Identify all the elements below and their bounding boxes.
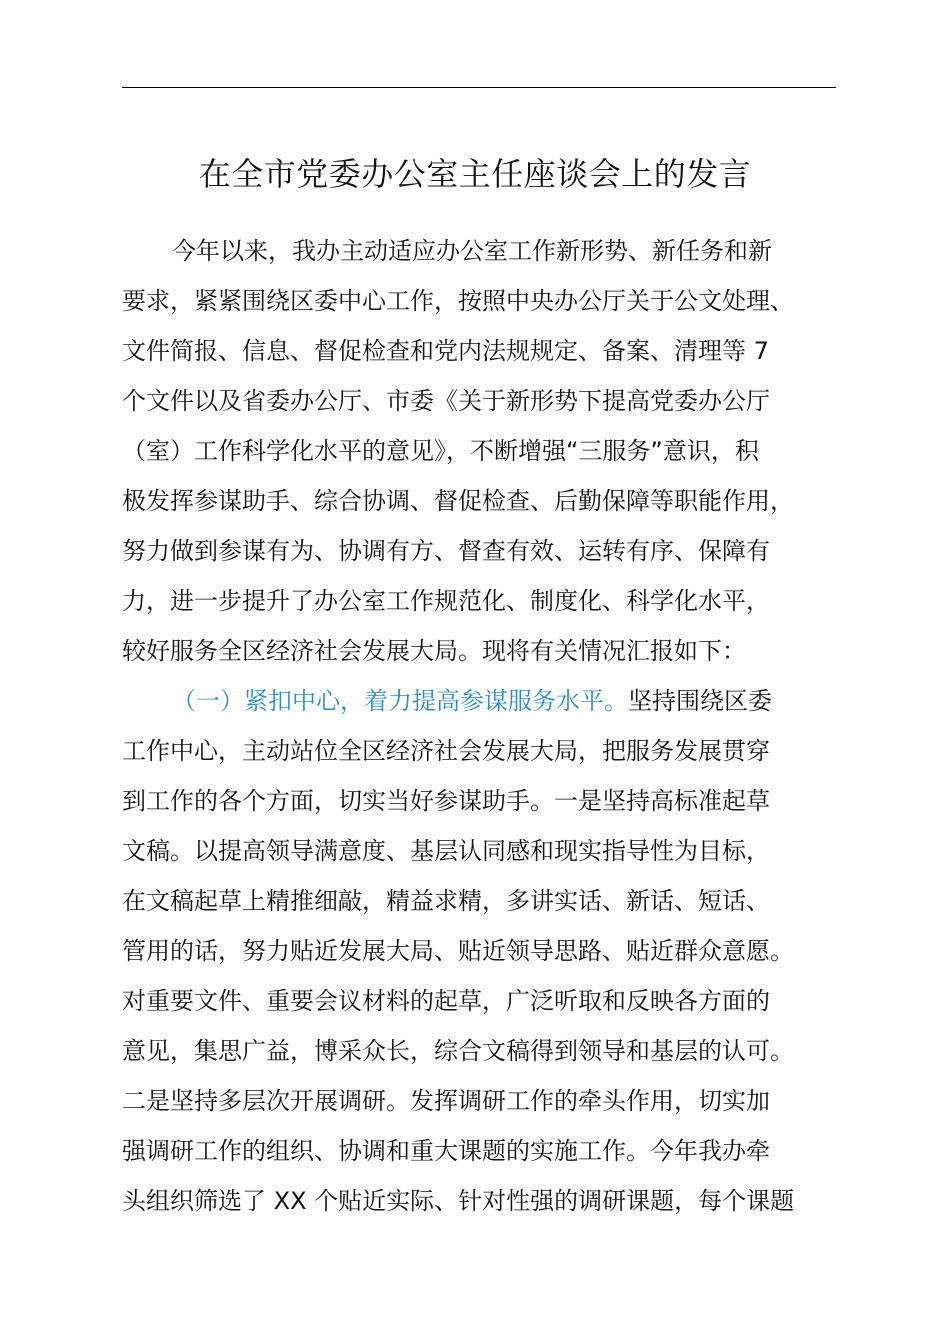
paragraph-line: 文件简报、信息、督促检查和党内法规规定、备案、清理等 7 xyxy=(122,337,769,365)
paragraph-line: 到工作的各个方面，切实当好参谋助手。一是坚持高标准起草 xyxy=(122,787,770,815)
paragraph-line: 较好服务全区经济社会发展大局。现将有关情况汇报如下： xyxy=(122,637,746,665)
paragraph-line: 力，进一步提升了办公室工作规范化、制度化、科学化水平， xyxy=(122,587,770,615)
paragraph-line: 努力做到参谋有为、协调有方、督查有效、运转有序、保障有 xyxy=(122,537,770,565)
paragraph-line: 文稿。以提高领导满意度、基层认同感和现实指导性为目标， xyxy=(122,837,770,865)
section-heading: （一）紧扣中心，着力提高参谋服务水平。 xyxy=(172,687,628,715)
paragraph-line: 意见，集思广益，博采众长，综合文稿得到领导和基层的认可。 xyxy=(122,1037,794,1065)
paragraph-line: 极发挥参谋助手、综合协调、督促检查、后勤保障等职能作用， xyxy=(122,487,794,515)
paragraph-line: 工作中心，主动站位全区经济社会发展大局，把服务发展贯穿 xyxy=(122,737,770,765)
paragraph-line: 二是坚持多层次开展调研。发挥调研工作的牵头作用，切实加 xyxy=(122,1087,770,1115)
paragraph-line: 今年以来，我办主动适应办公室工作新形势、新任务和新 xyxy=(172,237,772,265)
paragraph-line: 对重要文件、重要会议材料的起草，广泛听取和反映各方面的 xyxy=(122,987,770,1015)
header-rule xyxy=(122,87,836,88)
paragraph-line: 要求，紧紧围绕区委中心工作，按照中央办公厅关于公文处理、 xyxy=(122,287,794,315)
paragraph-line: 个文件以及省委办公厅、市委《关于新形势下提高党委办公厅 xyxy=(122,387,770,415)
paragraph-line: 管用的话，努力贴近发展大局、贴近领导思路、贴近群众意愿。 xyxy=(122,937,794,965)
paragraph-line: 强调研工作的组织、协调和重大课题的实施工作。今年我办牵 xyxy=(122,1137,770,1165)
paragraph-line: （室）工作科学化水平的意见》，不断增强“三服务”意识，积 xyxy=(122,437,759,465)
paragraph-line: 在文稿起草上精推细敲，精益求精，多讲实话、新话、短话、 xyxy=(122,887,770,915)
document-body xyxy=(122,226,862,1226)
document-title: 在全市党委办公室主任座谈会上的发言 xyxy=(198,155,752,193)
section-heading-tail: 坚持围绕区委 xyxy=(628,687,772,715)
paragraph-line: 头组织筛选了 XX 个贴近实际、针对性强的调研课题，每个课题 xyxy=(122,1187,795,1215)
section-heading-line xyxy=(122,676,862,726)
